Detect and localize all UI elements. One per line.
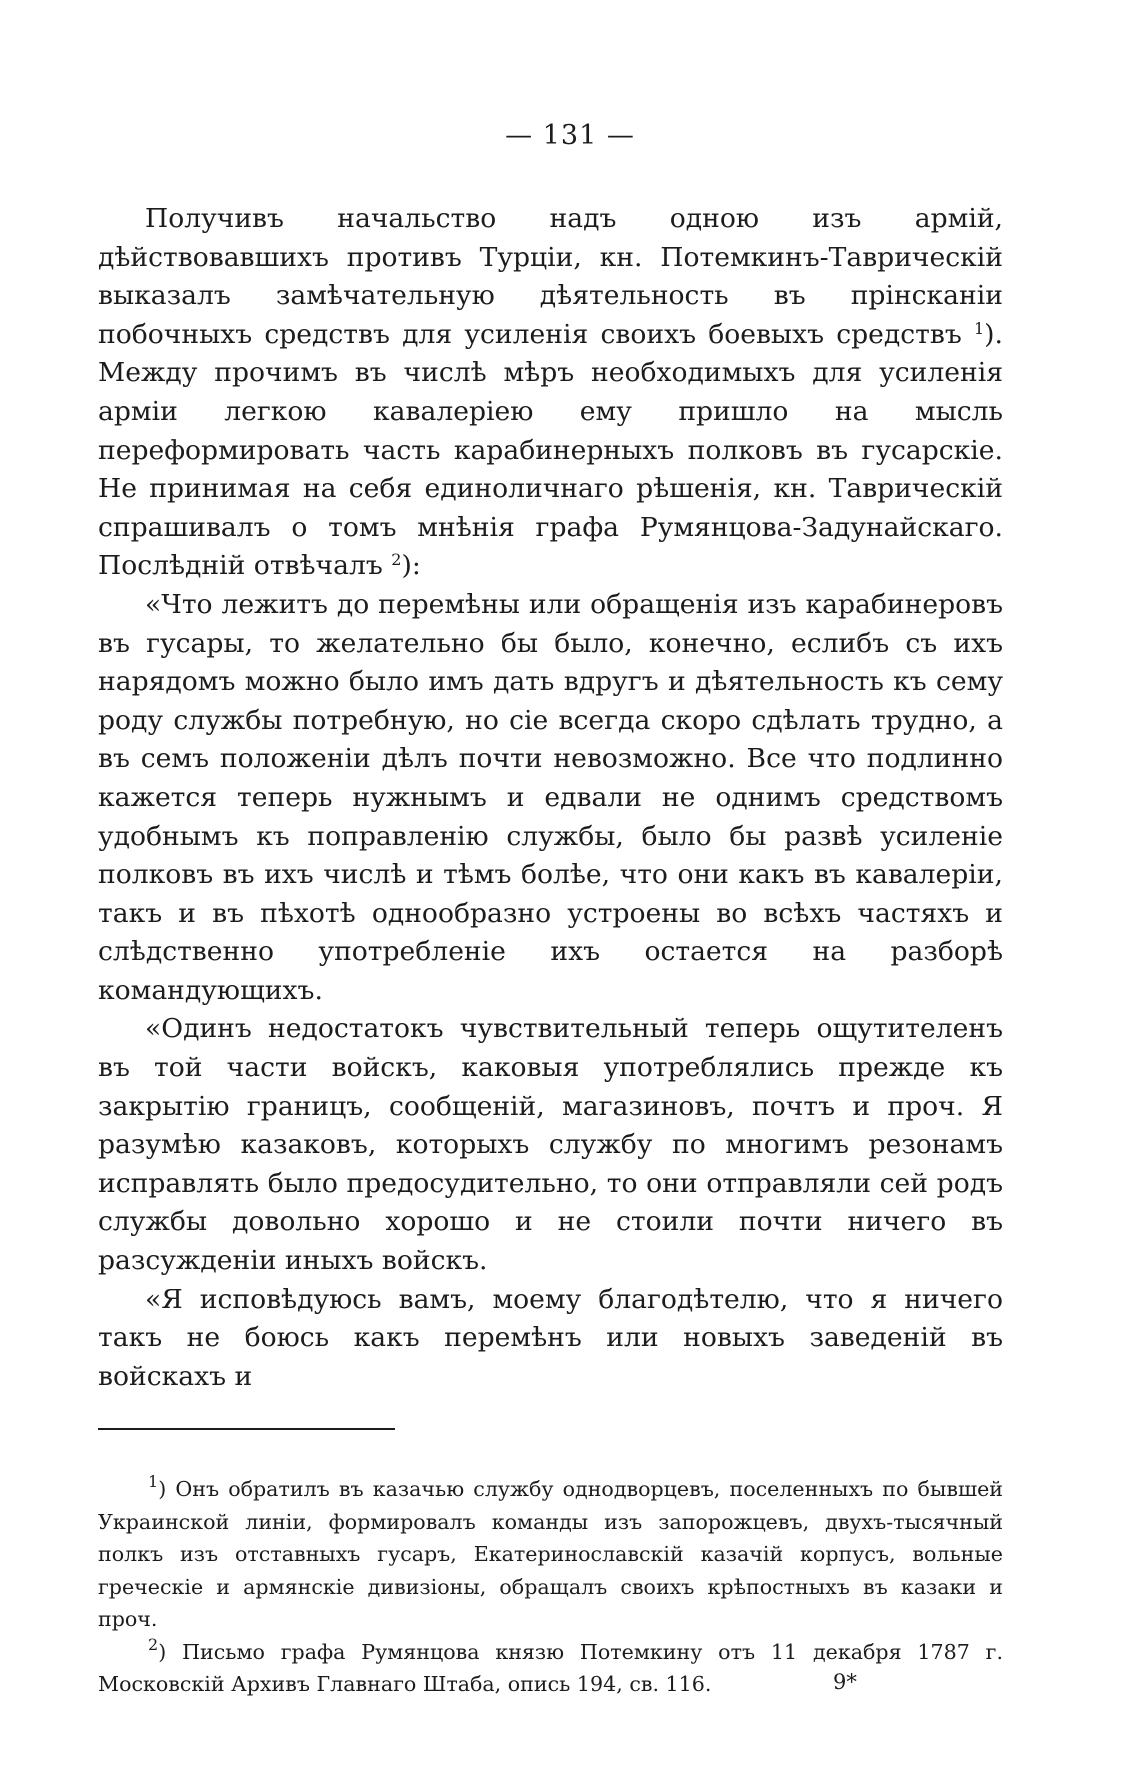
footnote-divider [98, 1428, 395, 1430]
footnote-1 [98, 1473, 1003, 1636]
page-number: — 131 — [505, 120, 635, 151]
footnote-2-text: ) Письмо графа Румянцова князю Потемкину отъ 11 декабря 1787 г. Московскій Архивъ Главнаго Штаба, опись 194, св. 116. [98, 1639, 1003, 1696]
footnote-ref-1: 1 [973, 318, 985, 338]
footnote-2 [98, 1636, 1003, 1701]
footnote-1-mark: 1 [148, 1472, 159, 1491]
paragraph-4: «Я исповѣдуюсь вамъ, моему благодѣтелю, что я ничего такъ не боюсь какъ перемѣнъ или новыхъ заведеній въ войскахъ и [98, 1283, 1003, 1392]
paragraph-1-text-b: ). Между прочимъ въ числѣ мѣръ необходимыхъ для усиленія арміи легкою кавалеріею ему пришло на мысль переформировать часть карабинерныхъ полковъ въ гусарскіе. Не принимая на себя единоличнаго рѣшенія, кн. Таврическій спрашивалъ о томъ мнѣнія графа Румянцова-Задунайскаго. Послѣдній отвѣчалъ [98, 318, 1003, 582]
paragraph-1 [98, 200, 1003, 586]
paragraph-1-text-c: ): [401, 550, 421, 582]
paragraph-3: «Одинъ недостатокъ чувствительный теперь ощутителенъ въ той части войскъ, каковыя употреблялись прежде къ закрытію границъ, сообщеній, магазиновъ, почтъ и проч. Я разумѣю казаковъ, которыхъ службу по многимъ резонамъ исправлять было предосудительно, то они отправляли сей родъ службы довольно хорошо и не стоили почти ничего въ разсужденіи иныхъ войскъ. [98, 1013, 1003, 1277]
footnote-1-text: ) Онъ обратилъ въ казачью службу однодворцевъ, поселенныхъ по бывшей Украинской линіи, формировалъ команды изъ запорожцевъ, двухъ-тысячный полкъ изъ отставныхъ гусаръ, Екатеринославскій казачій корпусъ, вольные греческіе и армянскіе дивизіоны, обращалъ своихъ крѣпостныхъ въ казаки и проч. [98, 1477, 1003, 1631]
paragraph-1-text-a: Получивъ начальство надъ одною изъ армій, дѣйствовавшихъ противъ Турціи, кн. Потемкинъ-Таврическій выказалъ замѣчательную дѣятельность въ прінсканіи побочныхъ средствъ для усиленія своихъ боевыхъ средствъ [98, 203, 1003, 350]
footnote-2-mark: 2 [148, 1634, 159, 1654]
signature-mark: 9* [833, 1670, 857, 1694]
footnotes [98, 1473, 1003, 1701]
footnote-ref-2: 2 [391, 550, 402, 570]
body-text [98, 200, 1003, 1396]
paragraph-2: «Что лежитъ до перемѣны или обращенія изъ карабинеровъ въ гусары, то желательно бы было, конечно, еслибъ съ ихъ нарядомъ можно было имъ дать вдругъ и дѣятельность къ сему роду службы потребную, но сіе всегда скоро сдѣлать трудно, а въ семъ положеніи дѣлъ почти невозможно. Все что подлинно кажется теперь нужнымъ и едвали не однимъ средствомъ удобнымъ къ поправленію службы, было бы развѣ усиленіе полковъ въ ихъ числѣ и тѣмъ болѣе, что они какъ въ кавалеріи, такъ и въ пѣхотѣ однообразно устроены во всѣхъ частяхъ и слѣдственно употребленіе ихъ остается на разборѣ командующихъ. [98, 588, 1003, 1006]
